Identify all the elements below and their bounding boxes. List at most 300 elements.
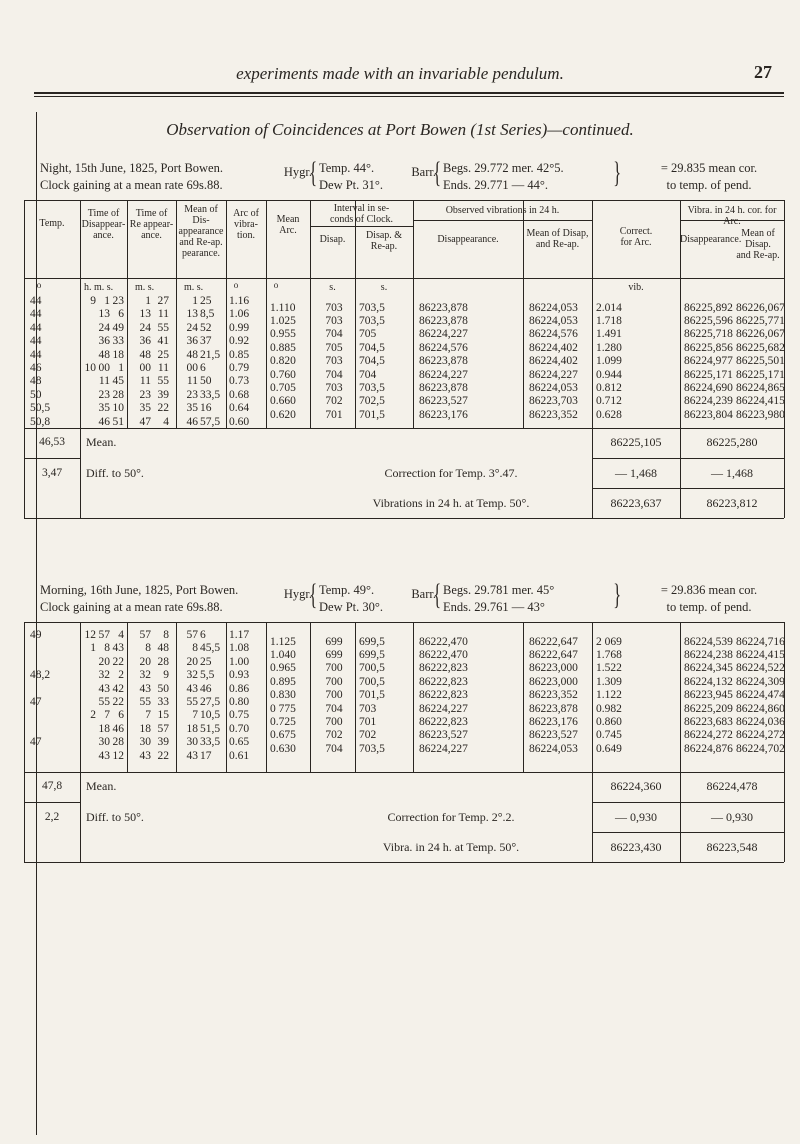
table-rule bbox=[24, 772, 784, 773]
interval-disap-cell: 702 bbox=[325, 729, 343, 742]
arc-cell: 0.73 bbox=[229, 375, 250, 388]
vib-mean-cell: 86224,522 bbox=[736, 662, 785, 675]
header-interval: Interval in se- bbox=[333, 203, 390, 214]
disappear-sec-cell: 23 bbox=[112, 295, 124, 307]
interval-disap-cell: 701 bbox=[325, 408, 343, 421]
mean-dis-sec-cell: 50 bbox=[200, 375, 212, 388]
temp-col bbox=[30, 628, 70, 762]
mean-temp: 47,8 bbox=[41, 780, 63, 792]
mean-arc-cell: 0.630 bbox=[270, 742, 296, 755]
reappear-min-cell: 8 bbox=[145, 642, 151, 655]
header-mean-disappearance-line: and Re-ap. bbox=[179, 237, 223, 248]
observed-disappearance-cell: 86224,227 bbox=[419, 368, 468, 381]
temp-cell bbox=[30, 722, 70, 735]
interval-disap-re-col bbox=[359, 635, 409, 756]
vib-mean-cell: 86224,272 bbox=[736, 729, 785, 742]
vib-mean-cell: 86224,415 bbox=[736, 395, 785, 408]
vib-mean-cell: 86224,309 bbox=[736, 675, 785, 688]
disappear-hour-cell bbox=[82, 695, 96, 708]
vib-mean-cell: 86224,036 bbox=[736, 716, 785, 729]
vib-mean-cell: 86224,702 bbox=[736, 742, 785, 755]
hygrometer-line: Temp. 49°. bbox=[319, 583, 375, 597]
correction-cell: 1.768 bbox=[596, 649, 622, 662]
header-mean-disappearance-line: pearance. bbox=[181, 248, 221, 259]
disappear-min-cell: 8 bbox=[104, 642, 110, 655]
correction-cell: 1.491 bbox=[596, 328, 622, 341]
mean-dis-sec-cell: 21,5 bbox=[200, 348, 221, 361]
barometer-line: Ends. 29.771 — 44°. bbox=[443, 178, 548, 192]
header-arc bbox=[226, 208, 266, 241]
disappear-min-cell: 30 bbox=[98, 736, 110, 749]
mean-dis-sec-cell: 46 bbox=[200, 682, 212, 695]
interval-disap-re-cell: 703,5 bbox=[359, 742, 385, 755]
hygrometer-line: Dew Pt. 30°. bbox=[319, 600, 384, 614]
disappear-min-cell: 23 bbox=[98, 388, 110, 401]
observed-disappearance-cell: 86222,823 bbox=[419, 675, 468, 688]
disappear-min-cell: 36 bbox=[98, 335, 110, 348]
mean-arc-cell: 1.110 bbox=[270, 301, 296, 314]
mean-arc-col bbox=[270, 301, 308, 422]
mean-arc-cell: 0.620 bbox=[270, 408, 296, 421]
correction-cell: 1.099 bbox=[596, 355, 622, 368]
mean-arc-cell: 0.955 bbox=[270, 328, 296, 341]
mean-dis-min-cell: 43 bbox=[186, 749, 198, 762]
mean-arc-cell: 0.675 bbox=[270, 729, 296, 742]
header-observed: Observed vibrations in 24 h. bbox=[445, 205, 560, 216]
disappear-sec-cell: 18 bbox=[112, 348, 124, 361]
mean-result bbox=[624, 160, 794, 194]
reappear-min-cell: 7 bbox=[145, 709, 151, 722]
disappear-hour-cell: 9 bbox=[90, 295, 96, 307]
reappear-min-cell: 55 bbox=[139, 695, 151, 708]
column-rule bbox=[355, 622, 356, 772]
observed-disappearance-cell: 86223,176 bbox=[419, 408, 468, 421]
reappear-sec-cell: 15 bbox=[157, 709, 169, 722]
mean-dis-sec-cell: 16 bbox=[200, 402, 212, 415]
observed-disappearance-col bbox=[419, 301, 519, 422]
vib-disappearance-cell: 86224,539 bbox=[684, 635, 733, 648]
column-rule bbox=[266, 622, 267, 772]
result-line: = 29.835 mean cor. bbox=[660, 161, 758, 175]
observed-disappearance-cell: 86223,527 bbox=[419, 395, 468, 408]
arc-cell: 1.08 bbox=[229, 642, 250, 655]
arc-cell: 0.60 bbox=[229, 415, 250, 428]
correction-cell: 2 069 bbox=[596, 635, 622, 648]
correction-col bbox=[596, 301, 676, 422]
reappear-min-cell: 43 bbox=[139, 682, 151, 695]
reappear-sec-cell: 55 bbox=[157, 375, 169, 388]
vib-disappearance-cell: 86224,272 bbox=[684, 729, 733, 742]
barometer-values bbox=[443, 160, 613, 194]
column-rule bbox=[226, 622, 227, 772]
disappear-sec-cell: 43 bbox=[112, 642, 124, 655]
unit-seconds: s. bbox=[380, 282, 388, 293]
mean-dis-min-cell: 1 bbox=[192, 295, 198, 307]
observed-disappearance-cell: 86224,227 bbox=[419, 702, 468, 715]
disappear-sec-col bbox=[110, 294, 124, 428]
header-obs-mean-line: Mean of Disap, bbox=[526, 228, 589, 239]
arc-cell: 0.80 bbox=[229, 695, 250, 708]
temp-col bbox=[30, 294, 70, 428]
table-rule bbox=[24, 622, 784, 623]
reappear-sec-cell: 4 bbox=[163, 415, 169, 428]
disappear-hour-cell: 1 bbox=[90, 642, 96, 655]
disappear-sec-cell: 2 bbox=[118, 669, 124, 682]
interval-disap-re-cell: 703,5 bbox=[359, 315, 385, 328]
disappear-min-cell: 1 bbox=[104, 295, 110, 307]
vib-disappearance-cell: 86225,856 bbox=[684, 341, 733, 354]
observed-mean-cell: 86224,053 bbox=[529, 315, 578, 328]
reappear-min-cell: 32 bbox=[139, 669, 151, 682]
temp-cell: 48 bbox=[30, 375, 42, 388]
arc-cell: 0.75 bbox=[229, 709, 250, 722]
temp-cell: 50 bbox=[30, 388, 42, 401]
reappear-min-cell: 43 bbox=[139, 749, 151, 762]
interval-disap-re-cell: 704,5 bbox=[359, 355, 385, 368]
disappear-sec-cell: 33 bbox=[112, 335, 124, 348]
observed-disappearance-cell: 86222,470 bbox=[419, 635, 468, 648]
mean-arc-cell: 0.660 bbox=[270, 395, 296, 408]
observed-disappearance-cell: 86224,227 bbox=[419, 742, 468, 755]
observed-mean-cell: 86224,053 bbox=[529, 382, 578, 395]
mean-arc-cell: 1.025 bbox=[270, 315, 296, 328]
correction-cell: 2.014 bbox=[596, 301, 622, 314]
disappear-sec-cell: 22 bbox=[112, 655, 124, 668]
disappear-min-cell: 46 bbox=[98, 415, 110, 428]
observed-disappearance-cell: 86222,823 bbox=[419, 716, 468, 729]
unit-time: m. s. bbox=[184, 282, 204, 293]
result-line: to temp. of pend. bbox=[666, 600, 752, 614]
mean-arc-cell: 1.125 bbox=[270, 635, 296, 648]
arc-cell: 0.65 bbox=[229, 736, 250, 749]
vib-disappearance-cell: 86223,945 bbox=[684, 689, 733, 702]
correction-label: Correction for Temp. 3°.47. bbox=[384, 466, 518, 480]
disappear-min-cell: 48 bbox=[98, 348, 110, 361]
disappear-hour-col bbox=[82, 628, 96, 762]
vib-disappearance-cell: 86225,892 bbox=[684, 301, 733, 314]
disappear-min-cell: 18 bbox=[98, 722, 110, 735]
table-rule bbox=[24, 518, 784, 519]
mean-dis-sec-cell: 51,5 bbox=[200, 722, 221, 735]
observed-mean-cell: 86223,878 bbox=[529, 702, 578, 715]
reappear-sec-cell: 28 bbox=[157, 655, 169, 668]
interval-disap-cell: 702 bbox=[325, 395, 343, 408]
table-rule bbox=[24, 862, 784, 863]
disappear-min-cell: 57 bbox=[98, 629, 110, 641]
correction-cell: 0.712 bbox=[596, 395, 622, 408]
table-rule bbox=[680, 220, 784, 221]
observed-mean-cell: 86222,647 bbox=[529, 635, 578, 648]
disappear-min-cell: 43 bbox=[98, 749, 110, 762]
header-disappearance-line: ance. bbox=[93, 230, 114, 241]
header-disap-re-line: Re-ap. bbox=[370, 241, 398, 252]
disappear-sec-cell: 4 bbox=[118, 629, 124, 641]
temp-cell bbox=[30, 708, 70, 721]
interval-disap-re-cell: 699,5 bbox=[359, 635, 385, 648]
interval-disap-re-cell: 699,5 bbox=[359, 649, 385, 662]
disappear-min-col bbox=[96, 628, 110, 762]
arc-cell: 0.92 bbox=[229, 335, 250, 348]
result-line: = 29.836 mean cor. bbox=[660, 583, 758, 597]
header-disap: Disap. bbox=[319, 234, 346, 245]
header-arc-line: tion. bbox=[236, 230, 256, 241]
hygrometer-label: Hygr. bbox=[283, 165, 312, 179]
arc-cell: 0.86 bbox=[229, 682, 250, 695]
observed-mean-cell: 86223,352 bbox=[529, 689, 578, 702]
table-rule bbox=[592, 488, 784, 489]
mean-arc-cell: 0.705 bbox=[270, 382, 296, 395]
interval-disap-re-cell: 700,5 bbox=[359, 662, 385, 675]
correction-cell: 1.122 bbox=[596, 689, 622, 702]
reappear-min-cell: 36 bbox=[139, 335, 151, 348]
header-mean-disappearance-line: Mean of Dis- bbox=[184, 204, 218, 226]
observed-disappearance-cell: 86224,227 bbox=[419, 328, 468, 341]
brace-icon: { bbox=[433, 156, 442, 189]
interval-disap-re-cell: 702 bbox=[359, 729, 377, 742]
mean-arc-cell: 0 775 bbox=[270, 702, 296, 715]
correction-col bbox=[596, 635, 676, 756]
interval-disap-re-cell: 704,5 bbox=[359, 341, 385, 354]
vib-50-mean: 86223,812 bbox=[706, 496, 758, 510]
correction-cell: 0.944 bbox=[596, 368, 622, 381]
reappear-min-cell: 20 bbox=[139, 655, 151, 668]
vib-mean-cell: 86224,474 bbox=[736, 689, 785, 702]
correction-cell: 0.812 bbox=[596, 382, 622, 395]
reappear-sec-cell: 33 bbox=[157, 695, 169, 708]
header-obs-mean-line: and Re-ap. bbox=[535, 239, 580, 250]
unit-time: m. s. bbox=[135, 282, 155, 293]
mean-dis-sec-cell: 25 bbox=[200, 295, 212, 307]
vib-disappearance-cell: 86225,171 bbox=[684, 368, 733, 381]
column-rule bbox=[176, 622, 177, 772]
vib-mean-cell: 86225,501 bbox=[736, 355, 785, 368]
disappear-hour-cell bbox=[82, 415, 96, 428]
temp-cell: 46 bbox=[30, 361, 42, 374]
hygrometer-label: Hygr. bbox=[283, 587, 312, 601]
correction-cell: 1.718 bbox=[596, 315, 622, 328]
header-obs-mean bbox=[523, 228, 592, 250]
mean-dis-min-cell: 55 bbox=[186, 695, 198, 708]
temp-cell: 50,8 bbox=[30, 415, 51, 428]
arc-cell: 0.61 bbox=[229, 749, 250, 762]
unit-time: h. m. s. bbox=[84, 282, 114, 293]
vib-mean-cell: 86224,860 bbox=[736, 702, 785, 715]
mean-dis-min-col bbox=[182, 628, 198, 762]
disappear-min-cell: 00 bbox=[98, 361, 110, 374]
temp-cell: 44 bbox=[30, 335, 42, 348]
mean-dis-sec-cell: 10,5 bbox=[200, 709, 221, 722]
interval-disap-re-cell: 701 bbox=[359, 716, 377, 729]
disappear-hour-cell bbox=[82, 401, 96, 414]
disappear-min-cell: 20 bbox=[98, 655, 110, 668]
column-rule bbox=[24, 622, 25, 862]
vib-mean-col bbox=[736, 635, 788, 756]
disappear-hour-cell: 10 bbox=[84, 361, 96, 374]
disappear-sec-cell: 6 bbox=[118, 709, 124, 722]
mean-arc-cell: 0.965 bbox=[270, 662, 296, 675]
vib-disappearance-cell: 86223,804 bbox=[684, 408, 733, 421]
temp-cell: 44 bbox=[30, 308, 42, 321]
mean-dis-sec-cell: 25 bbox=[200, 655, 212, 668]
observed-mean-cell: 86223,176 bbox=[529, 716, 578, 729]
vib-disappearance-col bbox=[684, 635, 736, 756]
observed-disappearance-cell: 86223,878 bbox=[419, 355, 468, 368]
temp-cell: 47 bbox=[30, 736, 42, 749]
correction-cell: 0.649 bbox=[596, 742, 622, 755]
disappear-sec-cell: 49 bbox=[112, 321, 124, 334]
mean-dis-min-col bbox=[182, 294, 198, 428]
observed-mean-cell: 86223,703 bbox=[529, 395, 578, 408]
vib-disappearance-cell: 86224,345 bbox=[684, 662, 733, 675]
arc-col bbox=[229, 294, 263, 428]
vib-mean-cell: 86224,865 bbox=[736, 382, 785, 395]
result-line: to temp. of pend. bbox=[666, 178, 752, 192]
vib-disappearance-cell: 86225,209 bbox=[684, 702, 733, 715]
vib-mean-cell: 86226,067 bbox=[736, 301, 785, 314]
arc-cell: 0.70 bbox=[229, 722, 250, 735]
reappear-min-cell: 35 bbox=[139, 402, 151, 415]
disappear-hour-cell bbox=[82, 668, 96, 681]
temp-cell bbox=[30, 641, 70, 654]
mean-dis-min-cell: 00 bbox=[186, 361, 198, 374]
disappear-hour-cell bbox=[82, 334, 96, 347]
table-rule bbox=[413, 220, 592, 221]
disappear-sec-cell: 28 bbox=[112, 388, 124, 401]
interval-disap-re-cell: 701,5 bbox=[359, 689, 385, 702]
reappear-min-cell: 00 bbox=[139, 361, 151, 374]
disappear-hour-col bbox=[82, 294, 96, 428]
vib-mean-cell: 86224,415 bbox=[736, 649, 785, 662]
disappear-sec-col bbox=[110, 628, 124, 762]
page-number: 27 bbox=[754, 62, 772, 82]
disappear-min-cell: 35 bbox=[98, 402, 110, 415]
mean-dis-min-cell: 7 bbox=[192, 709, 198, 722]
mean-dis-min-cell: 46 bbox=[186, 415, 198, 428]
disappear-sec-cell: 46 bbox=[112, 722, 124, 735]
observed-mean-cell: 86224,402 bbox=[529, 355, 578, 368]
observed-disappearance-cell: 86222,470 bbox=[419, 649, 468, 662]
temp-cell bbox=[30, 682, 70, 695]
table-rule bbox=[310, 226, 413, 227]
temp-cell: 44 bbox=[30, 321, 42, 334]
reappear-min-cell: 47 bbox=[139, 415, 151, 428]
reappear-min-cell: 24 bbox=[139, 321, 151, 334]
mean-dis-min-cell: 13 bbox=[186, 308, 198, 321]
disappear-hour-cell bbox=[82, 307, 96, 320]
table-rule bbox=[592, 832, 784, 833]
table-rule bbox=[24, 278, 784, 279]
mean-dis-sec-cell: 6 bbox=[200, 361, 206, 374]
disappear-hour-cell bbox=[82, 722, 96, 735]
observed-disappearance-col bbox=[419, 635, 519, 756]
interval-disap-cell: 700 bbox=[325, 689, 343, 702]
disappear-min-cell: 55 bbox=[98, 695, 110, 708]
disappear-sec-cell: 42 bbox=[112, 682, 124, 695]
info-line: Night, 15th June, 1825, Port Bowen. bbox=[40, 161, 223, 175]
hygrometer-line: Temp. 44°. bbox=[319, 161, 375, 175]
observed-disappearance-cell: 86223,878 bbox=[419, 315, 468, 328]
barometer-values bbox=[443, 582, 613, 616]
mean-arc-col bbox=[270, 635, 308, 756]
mean-arc-cell: 0.760 bbox=[270, 368, 296, 381]
interval-disap-cell: 704 bbox=[325, 742, 343, 755]
arc-cell: 0.79 bbox=[229, 361, 250, 374]
header-disappearance bbox=[80, 208, 127, 241]
header-mean-arc-line: Arc. bbox=[279, 225, 297, 236]
correction-cell: 1.309 bbox=[596, 675, 622, 688]
interval-disap-cell: 699 bbox=[325, 635, 343, 648]
interval-disap-re-cell: 703,5 bbox=[359, 301, 385, 314]
observed-disappearance-cell: 86222,823 bbox=[419, 689, 468, 702]
mean-dis-min-cell: 8 bbox=[192, 642, 198, 655]
column-rule bbox=[523, 622, 524, 772]
vib-disappearance-col bbox=[684, 301, 736, 422]
brace-icon: { bbox=[309, 156, 318, 189]
disappear-sec-cell: 12 bbox=[112, 749, 124, 762]
arc-cell: 0.93 bbox=[229, 669, 250, 682]
header-disappearance-line: Time of bbox=[87, 208, 120, 219]
header-correction bbox=[592, 226, 680, 248]
vib-mean-cell: 86225,771 bbox=[736, 315, 785, 328]
mean-dis-sec-cell: 33,5 bbox=[200, 388, 221, 401]
barometer-line: Begs. 29.772 mer. 42°5. bbox=[443, 161, 564, 175]
header-vib-mean-line: and Re-ap. bbox=[736, 250, 780, 261]
header-disap-re-line: Disap. & bbox=[365, 230, 403, 241]
correction-cell: 0.628 bbox=[596, 408, 622, 421]
disappear-hour-cell bbox=[82, 388, 96, 401]
disappear-min-col bbox=[96, 294, 110, 428]
reappear-min-cell: 13 bbox=[139, 308, 151, 321]
mean-dis-sec-col bbox=[200, 628, 224, 762]
unit-degree: o bbox=[233, 280, 239, 290]
column-rule bbox=[680, 622, 681, 772]
interval-disap-re-cell: 700,5 bbox=[359, 675, 385, 688]
header-correction-line: Correct. bbox=[619, 226, 653, 237]
barometer-line: Ends. 29.761 — 43° bbox=[443, 600, 545, 614]
header-reappearance-line: Re appear- bbox=[129, 219, 174, 230]
table-rule bbox=[24, 428, 784, 429]
reappear-sec-cell: 55 bbox=[157, 321, 169, 334]
header-temp: Temp. bbox=[39, 218, 65, 229]
barometer-label: Barr. bbox=[411, 165, 436, 179]
mean-dis-min-cell: 24 bbox=[186, 321, 198, 334]
header-vibra: Vibra. in 24 h. cor. for Arc. bbox=[687, 205, 777, 227]
reappear-sec-col bbox=[153, 294, 169, 428]
observed-disappearance-cell: 86224,576 bbox=[419, 341, 468, 354]
interval-disap-col bbox=[314, 301, 354, 422]
mean-dis-min-cell: 11 bbox=[186, 375, 198, 388]
vib-50-disappearance: 86223,430 bbox=[610, 840, 662, 854]
unit-degree: o bbox=[36, 280, 42, 290]
arc-cell: 0.68 bbox=[229, 388, 250, 401]
running-head bbox=[0, 62, 800, 92]
mean-arc-cell: 0.830 bbox=[270, 689, 296, 702]
reappear-min-cell: 1 bbox=[145, 295, 151, 307]
vib-disappearance-cell: 86224,132 bbox=[684, 675, 733, 688]
barometer-line: Begs. 29.781 mer. 45° bbox=[443, 583, 555, 597]
mean-arc-cell: 0.820 bbox=[270, 355, 296, 368]
observed-disappearance-cell: 86223,527 bbox=[419, 729, 468, 742]
disappear-hour-cell bbox=[82, 735, 96, 748]
correction-disappearance: — 0,930 bbox=[615, 810, 657, 824]
reappear-sec-cell: 50 bbox=[157, 682, 169, 695]
disappear-min-cell: 32 bbox=[98, 669, 110, 682]
observed-mean-cell: 86223,352 bbox=[529, 408, 578, 421]
arc-cell: 1.06 bbox=[229, 308, 250, 321]
interval-disap-re-cell: 704 bbox=[359, 368, 377, 381]
interval-disap-cell: 704 bbox=[325, 328, 343, 341]
observed-mean-cell: 86223,000 bbox=[529, 662, 578, 675]
